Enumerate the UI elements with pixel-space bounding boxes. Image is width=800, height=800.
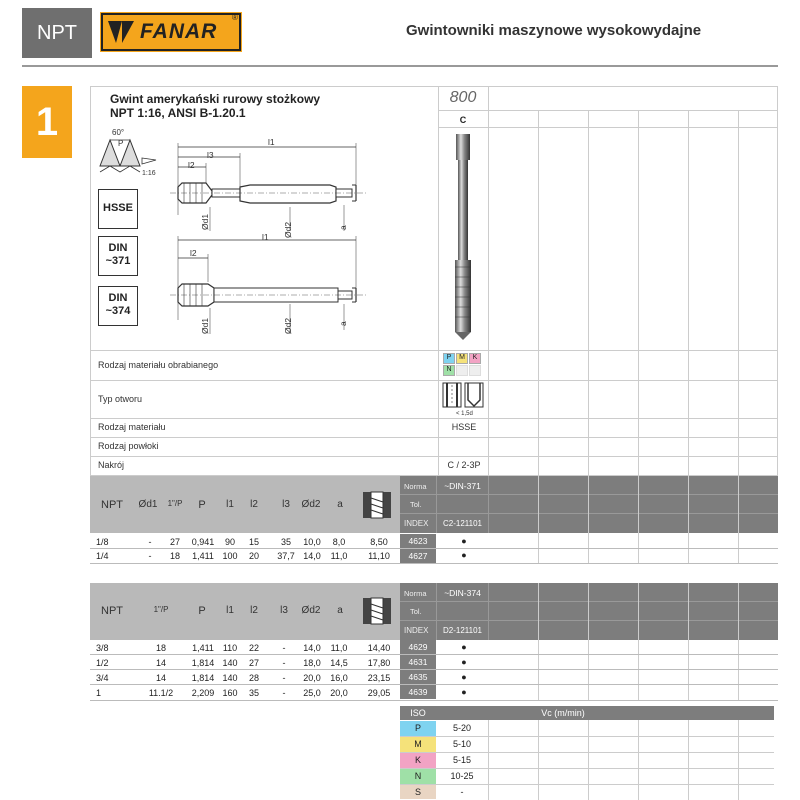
t2-r1-l1: 110: [222, 643, 238, 653]
iso-header-label: ISO: [410, 708, 426, 718]
dim-l3: l3: [207, 150, 214, 160]
t1-col-p: P: [198, 499, 206, 511]
t1-r2-p: 1,411: [192, 551, 214, 561]
t1-r1-p: 0,941: [191, 537, 215, 547]
profile-taper-label: 1:16: [142, 170, 156, 177]
t2-r3-d2: 20,0: [303, 673, 321, 683]
hole-depth-note: < 1,5d: [456, 411, 473, 417]
t2-r2-l3: -: [282, 658, 286, 668]
t2-r4-index[interactable]: 4639: [400, 685, 436, 699]
t1-r1-l2: 15: [248, 537, 259, 547]
t1-r2-d2: 14,0: [303, 551, 321, 561]
t2-r4-l1: 160: [222, 688, 238, 698]
dim-d2: Ød2: [283, 221, 293, 238]
t2-r2-index[interactable]: 4631: [400, 655, 436, 669]
t2-col-a: a: [337, 605, 343, 616]
din-374-badge: DIN ~374: [98, 286, 138, 326]
t1-r1-index[interactable]: 4623: [400, 534, 436, 548]
t2-r3-l2: 28: [248, 673, 259, 683]
t2-r2-a: 14,5: [330, 658, 348, 668]
t2-r3-tpi: 14: [155, 673, 166, 683]
t2-r1-tpi: 18: [155, 643, 166, 653]
thread-standard-title: NPT 1:16, ANSI B-1.20.1: [110, 106, 246, 120]
t1-r1-a: 8,0: [332, 537, 346, 547]
din-371-badge: DIN ~371: [98, 236, 138, 276]
t2-r3-npt: 3/4: [96, 673, 109, 683]
t1-r1-l3: 35: [280, 537, 291, 547]
t1-norma-value: ~DIN-371: [444, 481, 481, 491]
blind-hole-icon: [442, 382, 484, 412]
t2-r2-drill: 17,80: [367, 658, 391, 668]
header-divider: [22, 65, 778, 67]
t2-r4-p: 2,209: [191, 688, 215, 698]
product-letter: C: [459, 115, 467, 125]
t2-col-p: P: [198, 605, 206, 617]
dim2-d2: Ød2: [283, 317, 293, 334]
t2-r1-l2: 22: [248, 643, 259, 653]
property-label-workpiece-material: Rodzaj materiału obrabianego: [98, 360, 219, 370]
iso-code-n: N: [400, 769, 436, 784]
t2-col-l1: l1: [226, 605, 234, 616]
t2-r4-tpi: 11.1/2: [148, 688, 174, 698]
material-group-m: M: [456, 353, 468, 364]
t1-r2-a: 11,0: [330, 551, 348, 561]
product-code: 800: [449, 89, 477, 106]
dim2-l2: l2: [190, 248, 197, 258]
tool-material-value: HSSE: [451, 422, 477, 432]
t1-r2-d1: -: [148, 551, 152, 561]
profile-pitch-label: P: [118, 139, 124, 148]
t2-r3-p: 1,814: [191, 673, 215, 683]
t2-r1-a: 11,0: [330, 643, 348, 653]
t2-norma-value: ~DIN-374: [444, 588, 481, 598]
t1-r2-l1: 100: [222, 551, 238, 561]
chamfer-value: C / 2-3P: [447, 460, 481, 470]
iso-code-m: M: [400, 737, 436, 752]
t1-r2-npt: 1/4: [96, 551, 109, 561]
t1-col-d1: Ød1: [138, 499, 158, 510]
t2-r2-d2: 18,0: [303, 658, 321, 668]
t2-r3-index[interactable]: 4635: [400, 670, 436, 684]
t1-r1-npt: 1/8: [96, 537, 109, 547]
t2-r3-a: 16,0: [330, 673, 348, 683]
npt-tab[interactable]: NPT: [22, 8, 92, 58]
registered-mark: ®: [232, 13, 238, 22]
t2-r3-availability: ●: [461, 672, 467, 682]
material-group-k: K: [469, 353, 481, 364]
t1-r1-d2: 10,0: [303, 537, 321, 547]
t2-r1-drill: 14,40: [367, 643, 391, 653]
material-group-grid: [443, 353, 483, 377]
t1-r1-availability: ●: [461, 536, 467, 546]
t2-r1-index[interactable]: 4629: [400, 640, 436, 654]
t1-r1-l1: 90: [224, 537, 235, 547]
t2-norma-label: Norma: [404, 589, 427, 598]
t2-r1-availability: ●: [461, 642, 467, 652]
dim-l1: l1: [268, 137, 275, 147]
t2-r2-l2: 27: [248, 658, 259, 668]
t1-col-l2: l2: [250, 499, 258, 510]
t1-r2-drill: 11,10: [368, 551, 390, 561]
t2-r2-l1: 140: [222, 658, 238, 668]
t2-col-tpi: 1"/P: [153, 605, 169, 614]
t1-r2-l2: 20: [248, 551, 259, 561]
t1-r2-index[interactable]: 4627: [400, 549, 436, 563]
iso-vc-s: -: [460, 787, 464, 797]
t2-col-l3: l3: [280, 605, 288, 616]
t2-col-d2: Ød2: [301, 605, 321, 616]
brand-name: FANAR: [140, 20, 218, 43]
t2-index-value: D2-121101: [443, 626, 482, 635]
t2-r4-availability: ●: [461, 687, 467, 697]
t2-col-l2: l2: [250, 605, 258, 616]
t1-col-l3: l3: [282, 499, 290, 510]
t1-r2-availability: ●: [461, 550, 467, 560]
t2-col-npt: NPT: [101, 605, 123, 617]
t1-tol-label: Tol.: [410, 500, 422, 509]
t2-drill-icon: [362, 594, 392, 628]
t2-r3-drill: 23,15: [367, 673, 391, 683]
t2-index-label: INDEX: [404, 626, 429, 635]
hsse-label: HSSE: [103, 202, 133, 214]
section-number-badge: 1: [22, 86, 72, 158]
dim2-d1: Ød1: [200, 317, 210, 334]
t1-col-tpi: 1"/P: [167, 499, 183, 508]
material-badge-hsse: [98, 189, 138, 229]
t2-r1-d2: 14,0: [303, 643, 321, 653]
property-label-hole-type: Typ otworu: [98, 394, 143, 404]
property-label-chamfer: Nakrój: [98, 460, 125, 470]
t1-r2-l3: 37,7: [277, 551, 295, 561]
t2-r4-a: 20,0: [330, 688, 348, 698]
t2-r4-drill: 29,05: [367, 688, 391, 698]
t2-r2-p: 1,814: [191, 658, 215, 668]
t2-r2-availability: ●: [461, 657, 467, 667]
iso-vc-k: 5-15: [452, 755, 471, 765]
t1-col-a: a: [337, 499, 343, 510]
t1-r2-tpi: 18: [169, 551, 180, 561]
t2-r3-l3: -: [282, 673, 286, 683]
fanar-logo: [100, 12, 242, 52]
profile-angle-label: 60°: [112, 128, 125, 137]
iso-code-s: S: [400, 785, 436, 799]
iso-vc-p: 5-20: [452, 723, 471, 733]
iso-vc-n: 10-25: [450, 771, 474, 781]
dim-d1: Ød1: [200, 213, 210, 230]
material-group-n: N: [443, 365, 455, 376]
iso-code-k: K: [400, 753, 436, 768]
t2-r2-npt: 1/2: [96, 658, 109, 668]
t1-col-d2: Ød2: [301, 499, 321, 510]
dim-a: a: [338, 225, 348, 230]
material-group-p: P: [443, 353, 455, 364]
t1-r1-tpi: 27: [169, 537, 180, 547]
material-group-empty-2: [469, 365, 481, 376]
vc-header-label: Vc (m/min): [541, 708, 585, 718]
t1-index-value: C2-121101: [443, 519, 482, 528]
t1-norma-label: Norma: [404, 482, 427, 491]
dim2-a: a: [338, 321, 348, 326]
t2-r4-l2: 35: [248, 688, 259, 698]
t2-r3-l1: 140: [222, 673, 238, 683]
property-label-tool-material: Rodzaj materiału: [98, 422, 166, 432]
t2-r1-p: 1,411: [192, 643, 214, 653]
t2-r4-l3: -: [282, 688, 286, 698]
t1-index-label: INDEX: [404, 519, 429, 528]
t1-drill-icon: [362, 488, 392, 522]
t2-tol-label: Tol.: [410, 607, 422, 616]
t1-r1-drill: 8,50: [370, 537, 388, 547]
tap-product-image: [448, 132, 478, 342]
material-group-empty-1: [456, 365, 468, 376]
page-title: Gwintowniki maszynowe wysokowydajne: [406, 22, 702, 39]
thread-type-title: Gwint amerykański rurowy stożkowy: [110, 92, 321, 106]
t2-r4-npt: 1: [96, 688, 102, 698]
iso-code-p: P: [400, 721, 436, 736]
dim2-l1: l1: [262, 232, 269, 242]
t2-r1-l3: -: [282, 643, 286, 653]
iso-vc-m: 5-10: [452, 739, 471, 749]
dim-l2: l2: [188, 160, 195, 170]
property-label-coating: Rodzaj powłoki: [98, 441, 159, 451]
t1-r1-d1: -: [148, 537, 152, 547]
t2-r4-d2: 25,0: [303, 688, 321, 698]
t1-col-l1: l1: [226, 499, 234, 510]
t2-r1-npt: 3/8: [96, 643, 109, 653]
t2-r2-tpi: 14: [155, 658, 166, 668]
t1-col-npt: NPT: [101, 499, 123, 511]
